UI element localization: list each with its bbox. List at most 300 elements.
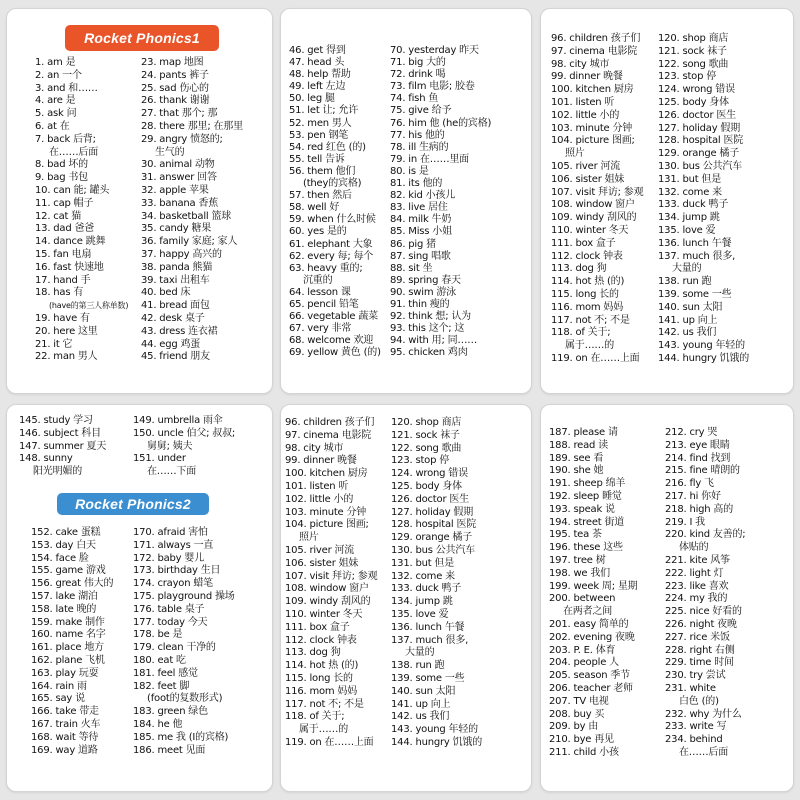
vocab-entry: 78. ill 生病的 <box>390 141 449 153</box>
vocab-entry: 94. with 用; 同…… <box>390 335 478 347</box>
vocab-entry: 89. spring 春天 <box>390 274 461 286</box>
vocab-entry: 35. candy 糖果 <box>141 223 212 235</box>
vocab-entry: 202. evening 夜晚 <box>549 631 635 643</box>
vocab-entry-continuation: 在……后面 <box>679 746 728 758</box>
vocab-entry: 111. box 盒子 <box>551 237 616 249</box>
vocab-card-4 <box>6 404 273 792</box>
vocab-entry: 1. am 是 <box>35 57 76 68</box>
vocab-entry: 215. fine 晴朗的 <box>665 465 740 477</box>
vocab-entry: 67. very 非常 <box>289 323 352 335</box>
vocab-entry: 234. behind <box>665 734 723 746</box>
vocab-entry: 133. duck 鸭子 <box>391 583 462 595</box>
vocab-entry: 228. right 右侧 <box>665 644 735 656</box>
vocab-entry: 220. kind 友善的; <box>665 529 746 541</box>
vocab-entry: 192. sleep 睡觉 <box>549 490 622 502</box>
vocab-entry: 196. these 这些 <box>549 542 623 554</box>
vocab-entry: 119. on 在……上面 <box>551 352 640 364</box>
vocab-entry: 173. birthday 生日 <box>133 565 221 577</box>
vocab-entry: 107. visit 拜访; 参观 <box>551 186 644 198</box>
vocab-entry: 91. thin 瘦的 <box>390 298 450 310</box>
vocab-entry: 56. them 他们 <box>289 165 356 177</box>
vocab-entry: 113. dog 狗 <box>285 647 341 659</box>
vocab-entry: 85. Miss 小姐 <box>390 226 452 238</box>
vocab-entry: 71. big 大的 <box>390 57 446 69</box>
vocab-entry: 13. dad 爸爸 <box>35 223 95 235</box>
vocab-entry: 175. playground 操场 <box>133 590 235 602</box>
vocab-entry-continuation: 照片 <box>565 148 585 160</box>
vocab-entry: 138. run 跑 <box>658 276 712 288</box>
vocab-entry-continuation: 舅舅; 姨夫 <box>147 440 193 452</box>
vocab-entry: 151. under <box>133 453 186 465</box>
vocab-entry: 21. it 它 <box>35 338 73 350</box>
vocab-entry: 37. happy 高兴的 <box>141 248 222 260</box>
vocab-entry: 154. face 脸 <box>31 552 89 564</box>
vocab-entry: 139. some 一些 <box>658 288 732 300</box>
vocab-entry: 53. pen 钢笔 <box>289 129 349 141</box>
vocab-entry: 165. say 说 <box>31 693 85 705</box>
vocab-entry: 40. bed 床 <box>141 287 191 299</box>
vocab-entry: 160. name 名字 <box>31 629 106 641</box>
vocab-entry: 29. angry 愤怒的; <box>141 133 223 145</box>
vocab-entry: 34. basketball 篮球 <box>141 210 232 222</box>
vocab-entry: 100. kitchen 厨房 <box>285 468 368 480</box>
vocab-entry: 27. that 那个; 那 <box>141 108 218 120</box>
vocab-entry: 47. head 头 <box>289 57 345 69</box>
vocab-entry: 57. then 然后 <box>289 190 352 202</box>
vocab-entry: 157. lake 湖泊 <box>31 590 98 602</box>
vocab-entry: 222. light 灯 <box>665 567 724 579</box>
vocab-entry: 14. dance 跳舞 <box>35 236 106 248</box>
vocab-entry: 113. dog 狗 <box>551 263 607 275</box>
vocab-entry: 101. listen 听 <box>551 96 615 108</box>
vocab-entry: 73. film 电影; 胶卷 <box>390 81 475 93</box>
vocab-entry-continuation: 白色 (的) <box>679 695 719 707</box>
vocab-entry: 167. train 火车 <box>31 718 101 730</box>
vocab-entry: 38. panda 熊猫 <box>141 261 213 273</box>
word-column <box>551 33 643 366</box>
vocab-entry: 221. kite 风筝 <box>665 554 730 566</box>
vocab-entry: 70. yesterday 昨天 <box>390 45 479 56</box>
vocab-entry: 24. pants 裤子 <box>141 69 209 81</box>
vocab-entry: 133. duck 鸭子 <box>658 199 729 211</box>
vocab-entry: 229. time 时间 <box>665 657 734 669</box>
vocab-entry: 203. P. E. 体育 <box>549 644 616 656</box>
vocab-entry: 25. sad 伤心的 <box>141 82 209 94</box>
vocab-entry: 3. and 和…… <box>35 82 98 94</box>
vocab-entry: 156. great 伟大的 <box>31 578 114 590</box>
vocab-entry: 122. song 歌曲 <box>658 58 729 70</box>
vocab-entry: 132. come 来 <box>658 186 722 198</box>
vocab-card-3 <box>540 8 794 394</box>
vocab-entry-continuation: 阳光明媚的 <box>33 466 82 478</box>
vocab-entry: 107. visit 拜访; 参观 <box>285 570 378 582</box>
vocab-entry: 109. windy 刮风的 <box>551 212 637 224</box>
vocab-entry: 183. green 绿色 <box>133 706 208 718</box>
vocab-entry: 227. rice 米饭 <box>665 631 730 643</box>
vocab-entry: 230. try 尝试 <box>665 670 726 682</box>
vocab-entry: 145. study 学习 <box>19 415 93 426</box>
vocab-entry: 111. box 盒子 <box>285 621 350 633</box>
vocab-entry: 127. holiday 假期 <box>391 506 474 518</box>
vocab-entry: 200. between <box>549 593 616 605</box>
vocab-entry: 177. today 今天 <box>133 616 208 628</box>
vocab-entry: 60. yes 是的 <box>289 226 347 238</box>
vocab-entry: 115. long 长的 <box>551 288 619 300</box>
vocab-entry: 33. banana 香蕉 <box>141 197 219 209</box>
vocab-entry: 231. white <box>665 682 716 694</box>
vocab-entry: 204. people 人 <box>549 657 619 669</box>
vocab-entry: 7. back 后背; <box>35 133 96 145</box>
vocab-entry: 214. find 找到 <box>665 452 731 464</box>
vocab-entry: 124. wrong 错误 <box>391 468 468 480</box>
vocab-entry: 142. us 我们 <box>391 711 450 723</box>
vocab-entry: 106. sister 姐妹 <box>551 173 625 185</box>
vocab-entry: 62. every 每; 每个 <box>289 250 374 262</box>
word-column <box>665 427 745 760</box>
vocab-entry: 209. by 由 <box>549 721 599 733</box>
vocab-entry: 115. long 长的 <box>285 672 353 684</box>
vocab-entry: 92. think 想; 认为 <box>390 311 471 323</box>
vocab-entry: 208. buy 买 <box>549 708 605 720</box>
vocab-entry-continuation: 体贴的 <box>679 542 709 554</box>
vocab-entry: 201. easy 简单的 <box>549 618 629 630</box>
vocab-entry: 144. hungry 饥饿的 <box>391 736 483 748</box>
vocab-entry: 166. take 带走 <box>31 706 99 718</box>
vocab-entry: 98. city 城市 <box>285 442 344 454</box>
word-column <box>19 415 106 479</box>
vocab-entry: 170. afraid 害怕 <box>133 527 208 538</box>
vocab-entry: 144. hungry 饥饿的 <box>658 352 750 364</box>
vocab-entry: 206. teacher 老师 <box>549 682 633 694</box>
word-column <box>658 33 749 366</box>
vocab-entry-continuation: 生气的 <box>155 146 185 158</box>
vocab-entry: 116. mom 妈妈 <box>285 685 358 697</box>
vocab-entry: 137. much 很多, <box>391 634 469 646</box>
vocab-entry: 146. subject 科目 <box>19 427 101 439</box>
vocab-entry: 101. listen 听 <box>285 480 349 492</box>
vocab-entry: 195. tea 茶 <box>549 529 602 541</box>
vocab-entry: 126. doctor 医生 <box>658 109 736 121</box>
vocab-entry: 158. late 晚的 <box>31 603 97 615</box>
vocab-entry: 86. pig 猪 <box>390 238 436 250</box>
vocab-entry: 105. river 河流 <box>285 544 355 556</box>
word-column <box>285 417 377 750</box>
card-title-rocket-phonics2: Rocket Phonics2 <box>57 493 209 515</box>
vocab-entry: 143. young 年轻的 <box>391 724 478 736</box>
vocab-entry: 120. shop 商店 <box>391 417 462 428</box>
vocab-entry: 128. hospital 医院 <box>658 135 744 147</box>
vocab-entry: 106. sister 姐妹 <box>285 557 359 569</box>
vocab-entry: 135. love 爱 <box>391 608 449 620</box>
vocab-entry: 182. feet 脚 <box>133 680 190 692</box>
vocab-entry: 45. friend 朋友 <box>141 351 210 363</box>
vocab-entry: 136. lunch 午餐 <box>658 237 732 249</box>
vocab-entry: 52. men 男人 <box>289 117 352 129</box>
vocab-entry: 141. up 向上 <box>658 314 718 326</box>
vocab-entry: 180. eat 吃 <box>133 654 186 666</box>
vocab-entry: 152. cake 蛋糕 <box>31 527 101 538</box>
word-column <box>133 527 235 757</box>
vocab-entry: 112. clock 钟表 <box>551 250 623 262</box>
vocab-entry: 130. bus 公共汽车 <box>658 160 742 172</box>
vocab-entry: 140. sun 太阳 <box>658 301 723 313</box>
vocab-entry-continuation: 在……下面 <box>147 466 196 478</box>
vocab-entry-continuation: 照片 <box>299 532 319 544</box>
vocab-card-1 <box>6 8 273 394</box>
vocab-entry: 117. not 不; 不是 <box>551 314 630 326</box>
vocab-entry-continuation: 属于……的 <box>299 724 348 736</box>
vocab-entry: 159. make 制作 <box>31 616 105 628</box>
vocab-entry: 97. cinema 电影院 <box>551 45 638 57</box>
vocab-entry-continuation: 大量的 <box>405 647 435 659</box>
vocab-entry: 189. see 看 <box>549 452 604 464</box>
vocab-entry: 187. please 请 <box>549 427 618 438</box>
vocab-entry: 82. kid 小孩儿 <box>390 190 455 202</box>
vocab-entry: 102. little 小的 <box>285 493 354 505</box>
vocab-entry: 141. up 向上 <box>391 698 451 710</box>
vocab-entry: 226. night 夜晚 <box>665 618 737 630</box>
vocab-entry: 69. yellow 黄色 (的) <box>289 347 381 359</box>
vocab-entry: 22. man 男人 <box>35 351 98 363</box>
vocab-entry: 10. can 能; 罐头 <box>35 184 110 196</box>
vocab-entry: 28. there 那里; 在那里 <box>141 120 243 132</box>
vocab-entry: 161. place 地方 <box>31 642 104 654</box>
vocab-entry: 110. winter 冬天 <box>551 224 629 236</box>
vocab-entry: 110. winter 冬天 <box>285 608 363 620</box>
vocab-entry: 205. season 季节 <box>549 670 630 682</box>
vocab-entry: 153. day 白天 <box>31 539 96 551</box>
vocab-entry: 148. sunny <box>19 453 73 465</box>
vocab-entry: 16. fast 快速地 <box>35 261 104 273</box>
vocab-entry: 124. wrong 错误 <box>658 84 735 96</box>
vocab-entry: 96. children 孩子们 <box>551 33 641 44</box>
vocab-entry: 172. baby 婴儿 <box>133 552 204 564</box>
vocab-entry: 103. minute 分钟 <box>285 506 367 518</box>
vocab-entry: 100. kitchen 厨房 <box>551 84 634 96</box>
word-column <box>35 57 128 364</box>
vocab-entry: 155. game 游戏 <box>31 565 106 577</box>
vocab-entry: 134. jump 跳 <box>658 212 720 224</box>
vocab-entry: 108. window 窗户 <box>285 583 369 595</box>
vocab-entry: 23. map 地图 <box>141 57 204 68</box>
vocab-entry: 171. always 一直 <box>133 539 214 551</box>
vocab-entry: 46. get 得到 <box>289 45 346 56</box>
vocab-entry: 136. lunch 午餐 <box>391 621 465 633</box>
vocab-entry: 217. hi 你好 <box>665 490 721 502</box>
vocab-entry: 76. him 他 (he的宾格) <box>390 117 492 129</box>
vocab-entry: 58. well 好 <box>289 202 340 214</box>
vocab-entry: 126. doctor 医生 <box>391 493 469 505</box>
vocab-entry: 137. much 很多, <box>658 250 736 262</box>
vocab-entry: 75. give 给予 <box>390 105 452 117</box>
vocab-entry: 84. milk 牛奶 <box>390 214 452 226</box>
vocab-entry: 140. sun 太阳 <box>391 685 456 697</box>
vocab-entry: 49. left 左边 <box>289 81 346 93</box>
vocab-entry: 197. tree 树 <box>549 554 606 566</box>
word-column <box>549 427 637 760</box>
vocab-entry: 127. holiday 假期 <box>658 122 741 134</box>
vocab-entry: 6. at 在 <box>35 120 70 132</box>
vocab-entry: 43. dress 连衣裙 <box>141 325 218 337</box>
vocab-entry-continuation: 在两者之间 <box>563 606 612 618</box>
vocab-entry: 30. animal 动物 <box>141 159 215 171</box>
vocab-entry: 128. hospital 医院 <box>391 519 477 531</box>
vocab-entry: 191. sheep 绵羊 <box>549 478 626 490</box>
vocab-entry: 123. stop 停 <box>391 455 450 467</box>
vocab-entry-continuation: (foot的复数形式) <box>147 693 223 705</box>
vocab-entry: 162. plane 飞机 <box>31 654 105 666</box>
vocab-entry: 199. week 周; 星期 <box>549 580 638 592</box>
vocab-entry: 79. in 在……里面 <box>390 153 469 165</box>
vocab-entry: 81. its 他的 <box>390 178 443 190</box>
word-column <box>390 45 491 359</box>
vocab-entry: 5. ask 问 <box>35 108 77 120</box>
vocab-entry: 119. on 在……上面 <box>285 736 374 748</box>
vocab-entry: 176. table 桌子 <box>133 603 205 615</box>
vocab-entry: 65. pencil 铅笔 <box>289 298 359 310</box>
vocab-entry: 218. high 高的 <box>665 503 734 515</box>
vocab-entry: 131. but 但是 <box>658 173 722 185</box>
vocab-entry: 72. drink 喝 <box>390 69 446 81</box>
vocab-entry-continuation: 沉重的 <box>303 274 333 286</box>
vocab-entry: 116. mom 妈妈 <box>551 301 624 313</box>
vocab-entry: 118. of 关于; <box>551 327 611 339</box>
vocab-entry: 198. we 我们 <box>549 567 610 579</box>
vocab-entry: 129. orange 橘子 <box>391 532 473 544</box>
vocab-entry: 193. speak 说 <box>549 503 615 515</box>
vocab-entry: 223. like 喜欢 <box>665 580 729 592</box>
vocab-entry: 99. dinner 晚餐 <box>285 455 357 467</box>
vocab-entry: 93. this 这个; 这 <box>390 323 465 335</box>
vocab-entry: 112. clock 钟表 <box>285 634 357 646</box>
vocab-entry: 185. me 我 (I的宾格) <box>133 731 229 743</box>
vocab-entry: 20. here 这里 <box>35 325 98 337</box>
vocab-entry: 210. bye 再见 <box>549 734 614 746</box>
vocab-entry: 103. minute 分钟 <box>551 122 633 134</box>
vocab-entry: 18. has 有 <box>35 287 84 299</box>
vocab-entry: 90. swim 游泳 <box>390 286 456 298</box>
vocab-entry: 96. children 孩子们 <box>285 417 375 428</box>
vocab-entry: 64. lesson 课 <box>289 286 351 298</box>
vocab-entry: 50. leg 腿 <box>289 93 335 105</box>
vocab-entry: 207. TV 电视 <box>549 695 609 707</box>
vocab-entry: 41. bread 面包 <box>141 300 210 312</box>
vocab-entry: 87. sing 唱歌 <box>390 250 451 262</box>
vocab-entry: 32. apple 苹果 <box>141 184 209 196</box>
vocab-entry-continuation: 属于……的 <box>565 340 614 352</box>
vocab-entry: 129. orange 橘子 <box>658 148 740 160</box>
word-column <box>289 45 381 359</box>
card-title-rocket-phonics1: Rocket Phonics1 <box>65 25 219 51</box>
vocab-entry: 77. his 他的 <box>390 129 445 141</box>
vocab-entry-continuation: 在……后面 <box>49 146 98 158</box>
word-column <box>133 415 235 479</box>
vocab-entry: 99. dinner 晚餐 <box>551 71 623 83</box>
vocab-entry: 150. uncle 伯父; 叔叔; <box>133 427 236 439</box>
vocab-entry: 216. fly 飞 <box>665 478 714 490</box>
vocab-entry: 121. sock 袜子 <box>391 429 460 441</box>
vocab-entry: 98. city 城市 <box>551 58 610 70</box>
vocab-entry: 149. umbrella 雨伞 <box>133 415 223 426</box>
vocab-card-2 <box>280 8 532 394</box>
vocab-entry: 186. meet 见面 <box>133 744 206 756</box>
vocab-entry: 174. crayon 蜡笔 <box>133 578 213 590</box>
vocab-entry: 117. not 不; 不是 <box>285 698 364 710</box>
vocab-entry: 212. cry 哭 <box>665 427 718 438</box>
vocab-entry: 80. is 是 <box>390 165 429 177</box>
vocab-entry: 139. some 一些 <box>391 672 465 684</box>
vocab-entry: 164. rain 雨 <box>31 680 87 692</box>
vocab-entry: 120. shop 商店 <box>658 33 729 44</box>
vocab-card-5 <box>280 404 532 792</box>
vocab-entry: 224. my 我的 <box>665 593 728 605</box>
word-column <box>391 417 482 750</box>
vocab-entry: 147. summer 夏天 <box>19 440 107 452</box>
vocab-entry: 63. heavy 重的; <box>289 262 363 274</box>
vocab-entry: 169. way 道路 <box>31 744 98 756</box>
vocab-entry: 194. street 街道 <box>549 516 625 528</box>
vocab-entry: 118. of 关于; <box>285 711 345 723</box>
vocab-entry: 17. hand 手 <box>35 274 91 286</box>
word-column <box>141 57 243 364</box>
word-column <box>31 527 113 757</box>
vocab-entry: 88. sit 坐 <box>390 262 433 274</box>
vocab-entry: 54. red 红色 (的) <box>289 141 366 153</box>
vocab-entry: 163. play 玩耍 <box>31 667 99 679</box>
vocab-entry: 2. an 一个 <box>35 69 82 81</box>
vocab-entry: 225. nice 好看的 <box>665 606 742 618</box>
vocab-entry: 125. body 身体 <box>391 480 462 492</box>
vocab-entry: 12. cat 猫 <box>35 210 82 222</box>
vocab-entry: 66. vegetable 蔬菜 <box>289 311 378 323</box>
vocab-entry: 130. bus 公共汽车 <box>391 544 475 556</box>
vocab-entry: 114. hot 热 (的) <box>551 276 625 288</box>
vocab-entry: 59. when 什么时候 <box>289 214 376 226</box>
vocab-entry: 61. elephant 大象 <box>289 238 373 250</box>
vocab-entry: 181. feel 感觉 <box>133 667 198 679</box>
vocab-entry-continuation: (they的宾格) <box>303 178 362 190</box>
vocab-entry: 83. live 居住 <box>390 202 448 214</box>
vocab-entry: 95. chicken 鸡肉 <box>390 347 468 359</box>
vocab-entry: 105. river 河流 <box>551 160 621 172</box>
vocab-entry: 179. clean 干净的 <box>133 642 216 654</box>
vocab-entry: 39. taxi 出租车 <box>141 274 210 286</box>
vocab-entry: 135. love 爱 <box>658 224 716 236</box>
vocab-entry: 121. sock 袜子 <box>658 45 727 57</box>
vocab-entry: 143. young 年轻的 <box>658 340 745 352</box>
vocab-entry: 74. fish 鱼 <box>390 93 439 105</box>
vocab-entry: 123. stop 停 <box>658 71 717 83</box>
vocab-entry: 108. window 窗户 <box>551 199 635 211</box>
vocab-entry: 233. write 写 <box>665 721 727 733</box>
vocab-entry: 42. desk 桌子 <box>141 312 205 324</box>
vocab-entry-continuation: (have的第三人称单数) <box>49 301 129 311</box>
vocab-entry: 51. let 让; 允许 <box>289 105 359 117</box>
vocab-entry: 104. picture 图画; <box>551 135 635 147</box>
vocab-entry: 131. but 但是 <box>391 557 455 569</box>
vocab-entry: 15. fan 电扇 <box>35 248 92 260</box>
vocab-entry: 4. are 是 <box>35 95 76 107</box>
vocab-entry: 44. egg 鸡蛋 <box>141 338 201 350</box>
vocab-entry: 68. welcome 欢迎 <box>289 335 374 347</box>
vocab-entry: 104. picture 图画; <box>285 519 369 531</box>
vocab-entry: 125. body 身体 <box>658 96 729 108</box>
vocab-entry: 232. why 为什么 <box>665 708 742 720</box>
vocab-entry: 19. have 有 <box>35 312 90 324</box>
vocab-entry: 219. I 我 <box>665 516 705 528</box>
vocab-entry: 97. cinema 电影院 <box>285 429 372 441</box>
vocab-entry: 8. bad 坏的 <box>35 159 88 171</box>
